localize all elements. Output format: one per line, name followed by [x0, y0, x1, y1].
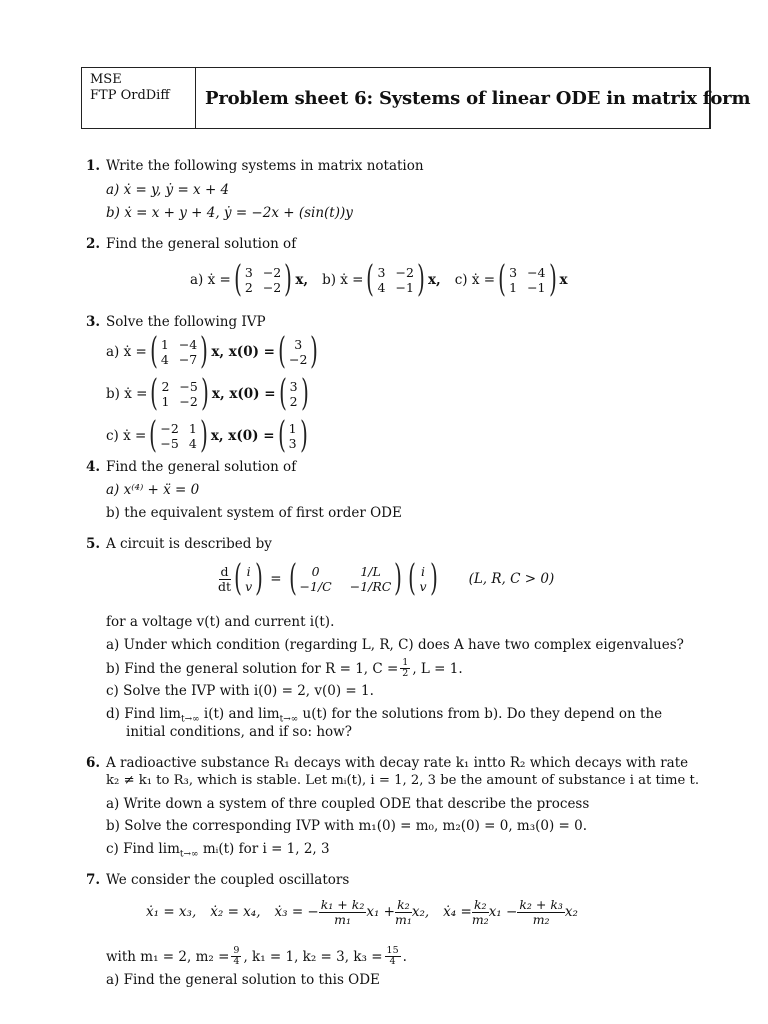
problem-3a-mid: x, x(0) = — [211, 343, 275, 360]
problem-2b-x: x, — [427, 271, 441, 288]
problem-5c: c) Solve the IVP with i(0) = 2, v(0) = 1. — [106, 683, 374, 699]
problem-2c-x: x — [559, 271, 568, 288]
fraction-m2 — [231, 946, 241, 968]
fraction-denominator: m₁ — [394, 911, 412, 927]
fraction-k2-m1 — [395, 898, 412, 927]
fraction-k3 — [385, 946, 401, 968]
vector-entry: v — [419, 579, 427, 594]
problem-5d — [106, 706, 662, 726]
fraction-numerator: 15 — [386, 945, 399, 956]
problem-6a: a) Write down a system of thre coupled ODE that describe the process — [106, 796, 590, 812]
problem-1b: b) ẋ = x + y + 4, ẏ = −2x + (sin(t))y — [106, 205, 353, 221]
matrix-entry: −4 — [527, 265, 546, 280]
matrix-entry: 1 — [509, 280, 518, 295]
problem-3b-label: b) ẋ = — [106, 385, 148, 402]
problem-1-number: 1. — [86, 158, 101, 174]
problem-3a-matrix: ( 1 −4 4 −7 ) — [149, 331, 209, 372]
problem-2b-label: b) ẋ = — [322, 271, 364, 288]
problem-4-text: Find the general solution of — [106, 459, 297, 475]
equation-x4-lhs: ẋ₄ = — [443, 903, 472, 920]
matrix-entry: −2 — [179, 394, 198, 409]
vector-entry: i — [246, 564, 251, 579]
derivative-operator — [218, 565, 231, 594]
vector-entry: i — [421, 564, 425, 579]
problem-5-equation — [218, 558, 555, 599]
parameters-mid: , k₁ = 1, k₂ = 3, k₃ = — [243, 948, 383, 965]
problem-1-text: Write the following systems in matrix notation — [106, 158, 424, 174]
equation-x1: ẋ₁ = x₃, — [146, 903, 197, 920]
equation-x3-end: x₂, — [411, 903, 430, 920]
problem-5d-part1: d) Find lim — [106, 706, 181, 722]
matrix-entry: −5 — [179, 379, 198, 394]
problem-3c-vector: ( 1 3 ) — [277, 415, 308, 456]
problem-5-matrix: ( 0 1/L −1/C −1/RC ) — [288, 558, 403, 599]
fraction-denominator: m₂ — [471, 911, 489, 927]
problem-5a: a) Under which condition (regarding L, R, C) does A have two complex eigenvalues? — [106, 637, 684, 653]
problem-3-text: Solve the following IVP — [106, 314, 266, 330]
vector-entry: 3 — [294, 337, 303, 352]
problem-2b-matrix: ( 3 −2 4 −1 ) — [366, 259, 425, 300]
matrix-entry: 3 — [377, 265, 386, 280]
fraction-k1k2-m1 — [319, 898, 367, 927]
problem-3b-vector: ( 3 2 ) — [278, 373, 309, 414]
matrix-entry: 4 — [160, 352, 169, 367]
matrix-entry: −1 — [527, 280, 546, 295]
matrix-entry: −1/C — [299, 579, 332, 594]
equation-x3-lhs: ẋ₃ = − — [274, 903, 319, 920]
problem-6-line2: k₂ ≠ k₁ to R₃, which is stable. Let mᵢ(t), i = 1, 2, 3 be the amount of substance i at time t. — [106, 773, 700, 788]
matrix-entry: 1 — [161, 394, 170, 409]
problem-5-text: A circuit is described by — [106, 536, 272, 552]
matrix-entry: −7 — [178, 352, 198, 367]
problem-5-after: for a voltage v(t) and current i(t). — [106, 614, 335, 630]
problem-6-line1: A radioactive substance R₁ decays with decay rate k₁ intto R₂ which decays with rate — [106, 755, 689, 771]
equation-x4-end: x₂ — [564, 903, 578, 920]
equation-x3-mid: x₁ + — [366, 903, 395, 920]
fraction-k2-m2 — [472, 898, 489, 927]
equation-x2: ẋ₂ = x₄, — [210, 903, 261, 920]
derivative-numerator: d — [220, 563, 229, 579]
matrix-entry: 2 — [244, 280, 253, 295]
fraction-k2k3-m2 — [517, 898, 565, 927]
matrix-entry: −1/RC — [349, 579, 392, 594]
page-title: Problem sheet 6: Systems of linear ODE in matrix form — [205, 88, 751, 109]
fraction-denominator: 4 — [233, 956, 240, 968]
derivative-denominator: dt — [218, 578, 232, 594]
vector-entry: 3 — [289, 379, 298, 394]
fraction-numerator: k₂ — [473, 897, 487, 912]
matrix-entry: 4 — [377, 280, 386, 295]
problem-7a: a) Find the general solution to this ODE — [106, 972, 380, 988]
problem-2-text: Find the general solution of — [106, 236, 297, 252]
problem-3b-mid: x, x(0) = — [211, 385, 276, 402]
matrix-entry: 1 — [160, 337, 169, 352]
problem-3c-matrix: ( −2 1 −5 4 ) — [149, 415, 208, 456]
problem-4b: b) the equivalent system of first order ODE — [106, 505, 402, 521]
problem-7-parameters — [106, 946, 407, 968]
parameters-end: . — [402, 948, 407, 965]
header-course-box — [81, 67, 196, 129]
equals-sign: = — [270, 570, 282, 587]
problem-3-number: 3. — [86, 314, 101, 330]
matrix-entry: −2 — [160, 421, 179, 436]
problem-3a — [106, 331, 322, 372]
problem-2c-label: c) ẋ = — [454, 271, 496, 288]
matrix-entry: −1 — [395, 280, 414, 295]
fraction-denominator: m₂ — [532, 911, 550, 927]
problem-5-rhs-vector: ( i v ) — [408, 558, 438, 599]
problem-2a-label: a) ẋ = — [190, 271, 231, 288]
problem-5b-post: , L = 1. — [412, 660, 463, 677]
matrix-entry: 1/L — [360, 564, 381, 579]
vector-entry: 2 — [289, 394, 298, 409]
problem-3a-vector: ( 3 −2 ) — [278, 331, 319, 372]
fraction-numerator: 9 — [233, 945, 240, 956]
problem-6c — [106, 841, 330, 861]
equation-x4-mid: x₁ − — [488, 903, 518, 920]
matrix-entry: −2 — [262, 280, 282, 295]
problem-6-number: 6. — [86, 755, 101, 771]
problem-2a-x: x, — [295, 271, 309, 288]
fraction-numerator: k₂ + k₃ — [519, 897, 563, 912]
problem-5b-pre: b) Find the general solution for R = 1, C = — [106, 660, 399, 677]
limit-subscript: t→∞ — [179, 849, 199, 860]
problem-5d-part3: u(t) for the solutions from b). Do they depend on the — [298, 706, 663, 722]
problem-4-number: 4. — [86, 459, 101, 475]
course-label: MSE — [90, 72, 122, 87]
problem-3a-label: a) ẋ = — [106, 343, 147, 360]
vector-entry: v — [245, 579, 253, 594]
fraction-numerator: k₂ — [397, 897, 410, 912]
fraction-numerator: k₁ + k₂ — [320, 897, 365, 912]
problem-5-lhs-vector: ( i v ) — [234, 558, 264, 599]
limit-subscript: t→∞ — [279, 714, 299, 725]
problem-5d-continuation: initial conditions, and if so: how? — [126, 724, 352, 740]
matrix-entry: −4 — [178, 337, 198, 352]
problem-2-equations — [190, 259, 568, 300]
matrix-entry: 1 — [188, 421, 197, 436]
problem-5-condition: (L, R, C > 0) — [468, 570, 555, 587]
matrix-entry: −2 — [395, 265, 414, 280]
matrix-entry: 3 — [509, 265, 518, 280]
problem-2a-matrix: ( 3 −2 2 −2 ) — [233, 259, 293, 300]
fraction-denominator: m₁ — [334, 911, 351, 927]
parameters-pre: with m₁ = 2, m₂ = — [106, 948, 230, 965]
vector-entry: −2 — [289, 352, 308, 367]
problem-1a: a) ẋ = y, ẏ = x + 4 — [106, 182, 230, 198]
vector-entry: 3 — [288, 436, 297, 451]
matrix-entry: 2 — [161, 379, 170, 394]
fraction-numerator: 1 — [402, 657, 409, 668]
limit-subscript: t→∞ — [180, 714, 200, 725]
problem-7-text: We consider the coupled oscillators — [106, 872, 350, 888]
problem-5d-part2: i(t) and lim — [199, 706, 280, 722]
problem-3c-label: c) ẋ = — [106, 427, 147, 444]
subject-label: FTP OrdDiff — [90, 88, 170, 104]
matrix-entry: −2 — [262, 265, 282, 280]
fraction-denominator: 2 — [402, 668, 409, 680]
problem-5-number: 5. — [86, 536, 101, 552]
problem-5b — [106, 658, 463, 680]
matrix-entry: 0 — [311, 564, 320, 579]
matrix-entry: 3 — [244, 265, 253, 280]
matrix-entry: −5 — [160, 436, 179, 451]
problem-6c-part2: mᵢ(t) for i = 1, 2, 3 — [198, 841, 330, 857]
fraction-denominator: 4 — [389, 956, 396, 968]
problem-4a: a) x⁽⁴⁾ + ẍ = 0 — [106, 482, 200, 498]
vector-entry: 1 — [288, 421, 297, 436]
problem-7-equations — [146, 898, 578, 927]
problem-7-number: 7. — [86, 872, 101, 888]
problem-3b-matrix: ( 2 −5 1 −2 ) — [150, 373, 209, 414]
problem-6c-part1: c) Find lim — [106, 841, 180, 857]
fraction-one-half — [400, 658, 410, 680]
matrix-entry: 4 — [188, 436, 197, 451]
problem-6b: b) Solve the corresponding IVP with m₁(0) = m₀, m₂(0) = 0, m₃(0) = 0. — [106, 818, 588, 834]
problem-3c-mid: x, x(0) = — [210, 427, 275, 444]
problem-3c — [106, 415, 311, 456]
problem-2c-matrix: ( 3 −4 1 −1 ) — [498, 259, 557, 300]
problem-3b — [106, 373, 312, 414]
problem-2-number: 2. — [86, 236, 101, 252]
